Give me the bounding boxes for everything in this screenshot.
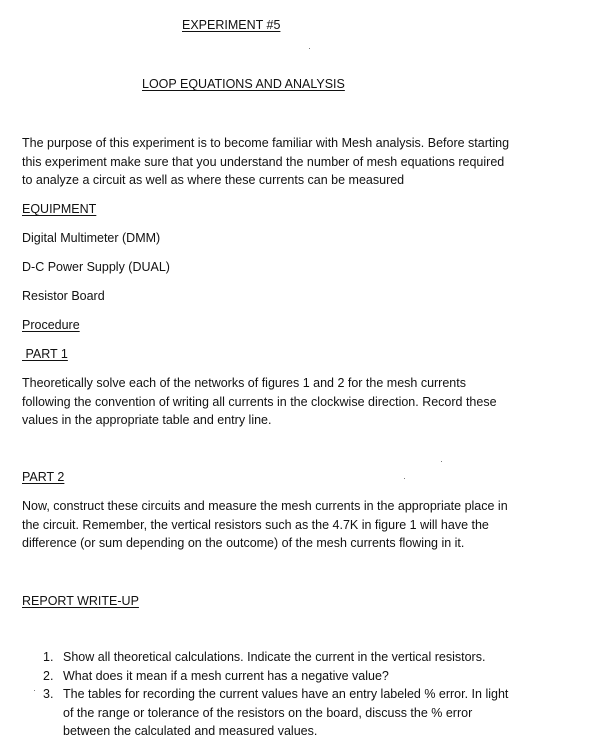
purpose-line: this experiment make sure that you understand the number of mesh equations required: [22, 154, 505, 169]
part2-paragraph: [22, 497, 592, 553]
part1-line: values in the appropriate table and entry line.: [22, 413, 272, 427]
report-item-number: 2.: [43, 668, 54, 683]
part1-paragraph: [22, 374, 592, 430]
part1-line: Theoretically solve each of the networks of figures 1 and 2 for the mesh currents: [22, 376, 466, 390]
scan-speck: [309, 48, 310, 49]
report-item-number: 3.: [43, 687, 54, 701]
report-item: [22, 667, 592, 686]
purpose-line: to analyze a circuit as well as where these currents can be measured: [22, 173, 405, 187]
purpose-paragraph: [22, 134, 592, 190]
report-item-line: The tables for recording the current values have an entry labeled % error. In light: [63, 687, 509, 701]
report-item: [22, 648, 592, 667]
report-item-line: What does it mean if a mesh current has a negative value?: [63, 668, 389, 683]
report-item-line: Show all theoretical calculations. Indicate the current in the vertical resistors.: [63, 650, 486, 664]
purpose-line: The purpose of this experiment is to become familiar with Mesh analysis. Before starting: [22, 136, 510, 150]
report-item: [22, 685, 592, 741]
report-item-line: between the calculated and measured values.: [63, 724, 318, 738]
document-subtitle: LOOP EQUATIONS AND ANALYSIS: [142, 77, 345, 91]
report-item-number: 1.: [43, 650, 54, 664]
document-title: EXPERIMENT #5: [182, 18, 281, 32]
part2-heading: PART 2: [22, 470, 65, 484]
scan-speck: [34, 690, 35, 691]
part1-heading: PART 1: [22, 347, 68, 361]
report-list: [22, 648, 592, 741]
report-heading: REPORT WRITE-UP: [22, 594, 139, 608]
report-item-line: of the range or tolerance of the resistors on the board, discuss the % error: [63, 705, 473, 720]
scan-speck: [441, 461, 442, 462]
equipment-item: Digital Multimeter (DMM): [22, 231, 161, 245]
part2-line: Now, construct these circuits and measure the mesh currents in the appropriate place in: [22, 499, 508, 513]
part2-line: difference (or sum depending on the outcome) of the mesh currents flowing in it.: [22, 536, 465, 550]
equipment-item: Resistor Board: [22, 289, 105, 303]
procedure-heading: Procedure: [22, 318, 80, 332]
part1-line: following the convention of writing all currents in the clockwise direction. Record these: [22, 394, 497, 409]
scan-speck: [404, 478, 405, 479]
part2-line: the circuit. Remember, the vertical resistors such as the 4.7K in figure 1 will have the: [22, 517, 489, 532]
equipment-item: D-C Power Supply (DUAL): [22, 260, 170, 274]
equipment-heading: EQUIPMENT: [22, 202, 97, 216]
